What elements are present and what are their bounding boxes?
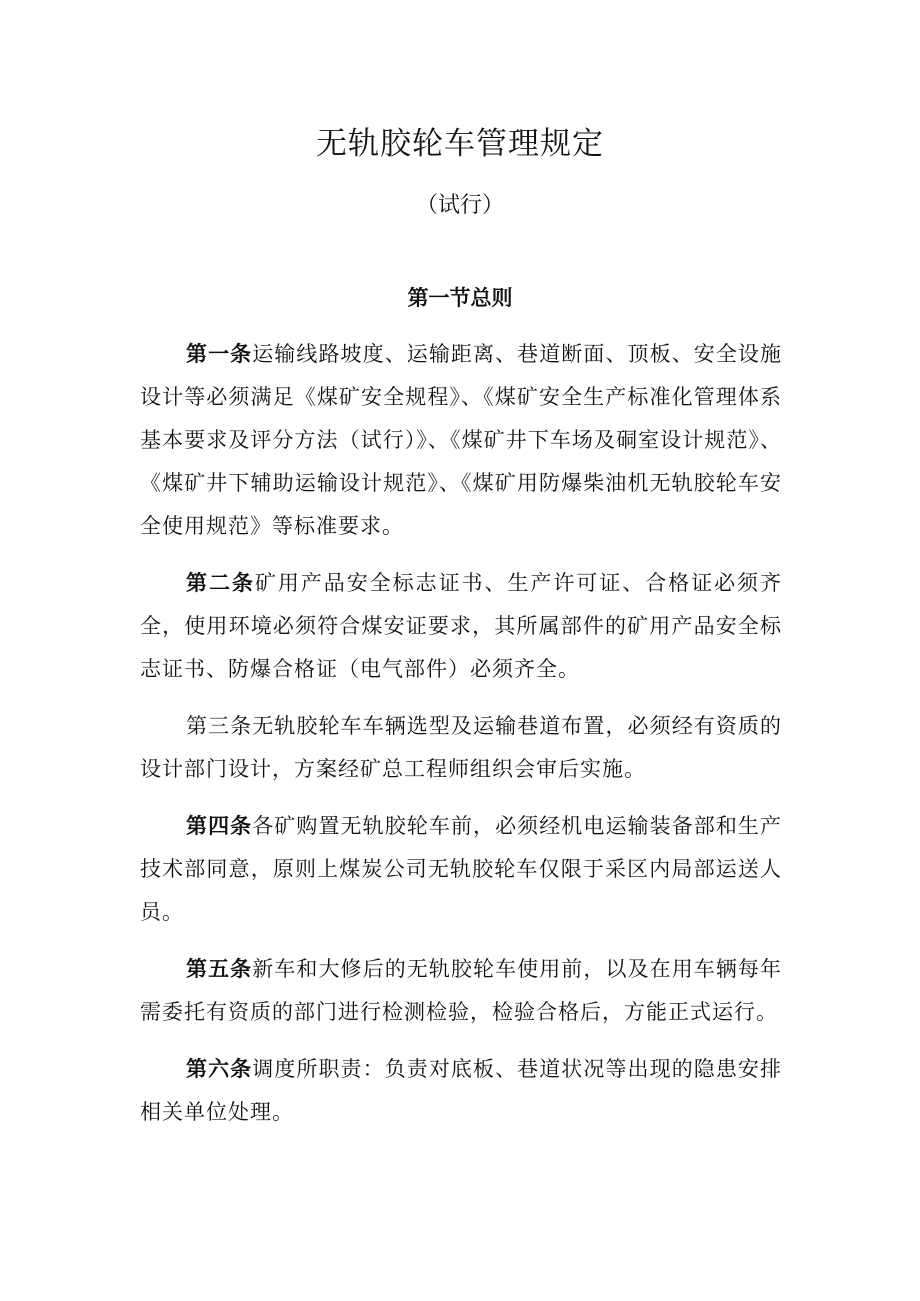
article-label: 第五条 [186, 957, 253, 981]
article-4 [140, 805, 782, 934]
document-subtitle: （试行） [415, 193, 504, 218]
article-label: 第六条 [186, 1057, 253, 1081]
article-label: 第一条 [186, 342, 253, 366]
article-1 [140, 333, 782, 548]
article-text: 各矿购置无轨胶轮车前，必须经机电运输装备部和生产技术部同意，原则上煤炭公司无轨胶轮车仅限于采区内局部运送人员。 [140, 814, 783, 924]
section-heading: 第一节总则 [407, 286, 513, 310]
article-6 [140, 1048, 782, 1134]
article-label: 第三条 [186, 714, 253, 738]
document-title: 无轨胶轮车管理规定 [316, 126, 604, 162]
article-text: 运输线路坡度、运输距离、巷道断面、顶板、安全设施设计等必须满足《煤矿安全规程》、《煤矿安全生产标准化管理体系基本要求及评分方法（试行）》、《煤矿井下车场及硐室设计规范》、《煤矿井下辅助运输设计规范》、《煤矿用防爆柴油机无轨胶轮车安全使用规范》等标准要求。 [140, 342, 783, 538]
document-body [140, 333, 782, 1148]
article-5 [140, 948, 782, 1034]
article-text: 无轨胶轮车车辆选型及运输巷道布置，必须经有资质的设计部门设计，方案经矿总工程师组织会审后实施。 [140, 714, 783, 781]
article-text: 新车和大修后的无轨胶轮车使用前，以及在用车辆每年需委托有资质的部门进行检测检验，检验合格后，方能正式运行。 [140, 957, 783, 1024]
article-3 [140, 705, 782, 791]
article-text: 矿用产品安全标志证书、生产许可证、合格证必须齐全，使用环境必须符合煤安证要求，其所属部件的矿用产品安全标志证书、防爆合格证（电气部件）必须齐全。 [140, 571, 783, 681]
article-text: 调度所职责：负责对底板、巷道状况等出现的隐患安排相关单位处理。 [140, 1057, 783, 1124]
article-label: 第四条 [186, 814, 253, 838]
article-label: 第二条 [186, 571, 255, 595]
article-2 [140, 562, 782, 691]
